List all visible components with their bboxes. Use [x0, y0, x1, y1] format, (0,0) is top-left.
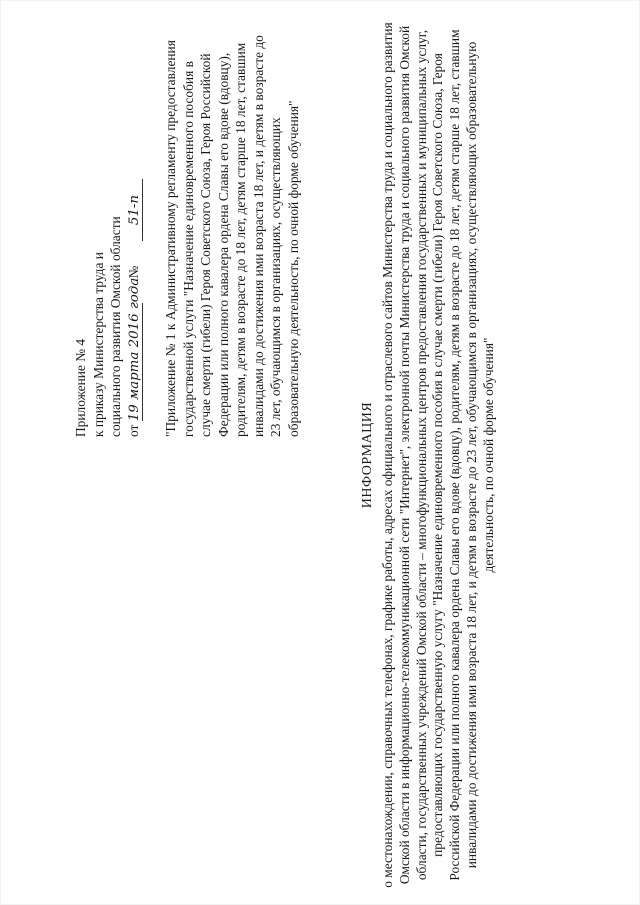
appendix-4-title: Приложение № 4	[73, 338, 88, 437]
appendix-4-date-line	[125, 57, 143, 437]
appendix-4-header	[72, 57, 143, 437]
handwritten-number: 51-п	[127, 179, 143, 241]
rotated-content	[20, 15, 620, 895]
appendix-1-header	[162, 32, 302, 437]
info-body-text: о местонахождении, справочных телефонах, графике работы, адресах официального и отраслевого сайтов Министерства труда и социального развития Омской области в информационно-телекоммуникационной сети "Интернет", электронной почты Министерства труда и социального развития Омской области, государственных учреждений Омской области – многофункциональных центров предоставления государственных и муниципальных услуг, предоставляющих государственную услугу "Назначение единовременного пособия в случае смерти (гибели) Героя Советского Союза, Героя Российской Федерации или полного кавалера ордена Славы его вдове (вдовцу), родителям, детям в возрасте до 18 лет, детям старше 18 лет, ставшим инвалидами до достижения ими возраста 18 лет, и детям в возрасте до 23 лет, обучающимся в организациях, осуществляющих образовательную деятельность, по очной форме обучения"	[380, 22, 496, 888]
appendix-4-order-ref: к приказу Министерства труда и	[90, 252, 106, 437]
appendix-4-ministry: социального развития Омской области	[108, 216, 123, 437]
info-body	[380, 19, 498, 891]
info-title: ИНФОРМАЦИЯ	[360, 401, 375, 509]
appendix-1-text: "Приложение № 1 к Административному регламенту предоставления государственной услуги "Назначение единовременного пособия в случае смерти (гибели) Героя Советского Союза, Героя Российской Федерации или полного кавалера ордена Славы его вдове (вдовцу), родителям, детям в возрасте до 18 лет, детям старше 18 лет, ставшим инвалидами до достижения ими возраста 18 лет, и детям в возрасте до 23 лет, обучающимся в организациях, осуществляющих образовательную деятельность, по очной форме обучения"	[163, 35, 301, 437]
number-label: №	[125, 265, 141, 279]
date-from-label: от	[125, 424, 141, 437]
handwritten-date: 19 марта 2016 года	[126, 277, 142, 422]
